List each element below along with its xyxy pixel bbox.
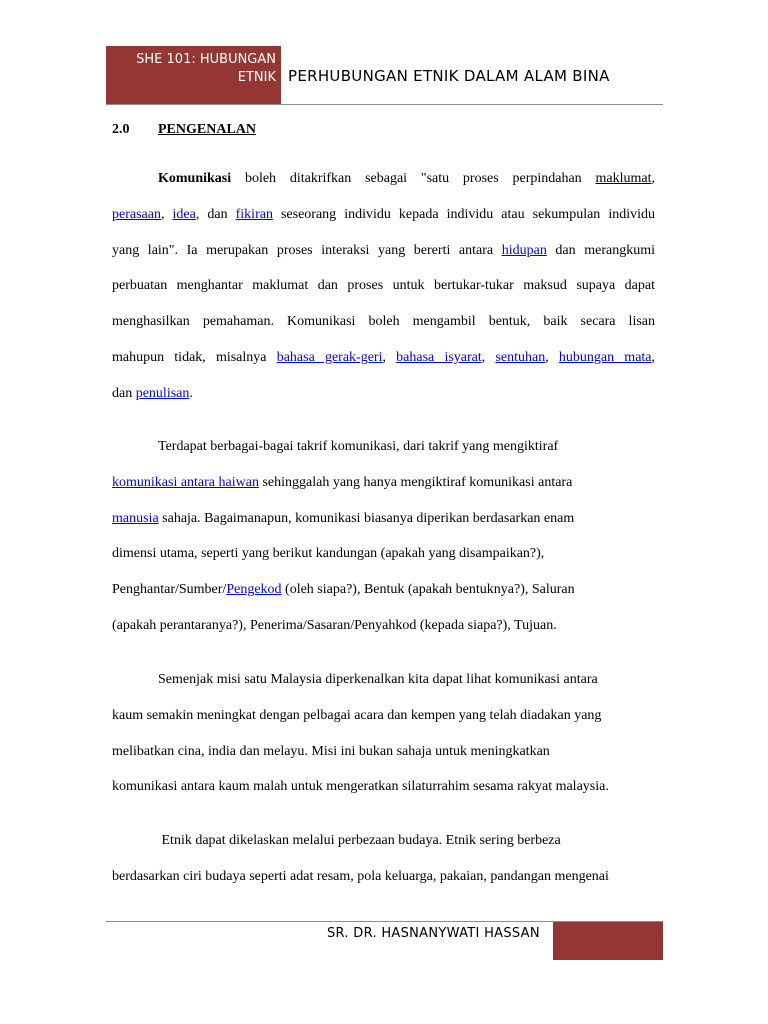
footer-author: SR. DR. HASNANYWATI HASSAN <box>327 926 540 941</box>
p3-line-1: Semenjak misi satu Malaysia diperkenalkan kita dapat lihat komunikasi antara <box>158 672 598 687</box>
p1-line-5: menghasilkan pemahaman. Komunikasi boleh mengambil bentuk, baik secara lisan <box>112 314 655 330</box>
p2-line-5: Penghantar/Sumber/Pengekod (oleh siapa?), Bentuk (apakah bentuknya?), Saluran <box>112 582 575 598</box>
link-hubungan-mata[interactable]: hubungan mata <box>558 349 652 365</box>
footer-accent-box <box>553 922 663 960</box>
link-sentuhan[interactable]: sentuhan <box>495 349 546 365</box>
p4-line-1: Etnik dapat dikelaskan melalui perbezaan budaya. Etnik sering berbeza <box>158 833 561 848</box>
p1-line-1: Komunikasi boleh ditakrifkan sebagai "satu proses perpindahan maklumat, <box>158 171 655 186</box>
p4-line-2: berdasarkan ciri budaya seperti adat resam, pola keluarga, pakaian, pandangan mengenai <box>112 868 609 884</box>
course-code-line1: SHE 101: HUBUNGAN <box>136 52 276 67</box>
link-fikiran[interactable]: fikiran <box>235 206 273 222</box>
p2-line-6: (apakah perantaranya?), Penerima/Sasaran/Penyahkod (kepada siapa?), Tujuan. <box>112 617 557 633</box>
p2-line-4: dimensi utama, seperti yang berikut kandungan (apakah yang disampaikan?), <box>112 546 545 562</box>
section-heading <box>112 122 256 138</box>
course-code-box <box>106 46 281 104</box>
link-bahasa-isyarat[interactable]: bahasa isyarat <box>396 349 482 365</box>
p2-line-3: manusia sahaja. Bagaimanapun, komunikasi biasanya diperikan berdasarkan enam <box>112 510 575 526</box>
section-number: 2.0 <box>112 122 130 137</box>
header-divider <box>106 104 663 105</box>
p1-line-7: dan penulisan. <box>112 385 193 401</box>
link-manusia[interactable]: manusia <box>112 510 159 526</box>
p1-line-2: perasaan, idea, dan fikiran seseorang individu kepada individu atau sekumpulan individu <box>112 206 655 222</box>
paragraph-1 <box>112 161 655 412</box>
link-pengekod[interactable]: Pengekod <box>226 582 282 598</box>
p1-line-4: perbuatan menghantar maklumat dan proses untuk bertukar-tukar maksud supaya dapat <box>112 278 655 294</box>
p2-line-1: Terdapat berbagai-bagai takrif komunikasi, dari takrif yang mengiktiraf <box>158 439 559 454</box>
paragraph-2 <box>112 429 655 644</box>
term-komunikasi: Komunikasi <box>158 171 232 186</box>
p3-line-2: kaum semakin meningkat dengan pelbagai acara dan kempen yang telah diadakan yang <box>112 707 602 723</box>
p3-line-3: melibatkan cina, india dan melayu. Misi ini bukan sahaja untuk meningkatkan <box>112 743 550 759</box>
paragraph-4 <box>112 823 655 895</box>
link-hidupan[interactable]: hidupan <box>501 242 547 258</box>
link-penulisan[interactable]: penulisan <box>135 385 190 401</box>
paragraph-3 <box>112 662 655 805</box>
link-perasaan[interactable]: perasaan <box>112 206 161 222</box>
section-title: PENGENALAN <box>158 122 257 137</box>
p3-line-4: komunikasi antara kaum malah untuk mengeratkan silaturrahim sesama rakyat malaysia. <box>112 779 609 795</box>
link-idea[interactable]: idea <box>172 206 196 222</box>
term-maklumat: maklumat <box>595 171 652 186</box>
document-title: PERHUBUNGAN ETNIK DALAM ALAM BINA <box>288 67 610 85</box>
p1-line-3: yang lain". Ia merupakan proses interaksi yang bererti antara hidupan dan merangkumi <box>112 242 655 258</box>
p1-line-6: mahupun tidak, misalnya bahasa gerak-geri, bahasa isyarat, sentuhan, hubungan mata, <box>112 349 655 365</box>
p2-line-2: komunikasi antara haiwan sehinggalah yang hanya mengiktiraf komunikasi antara <box>112 474 573 490</box>
link-bahasa-gerak-geri[interactable]: bahasa gerak-geri <box>276 349 383 365</box>
link-komunikasi-antara-haiwan[interactable]: komunikasi antara haiwan <box>112 474 259 490</box>
course-code-line2: ETNIK <box>237 70 276 85</box>
